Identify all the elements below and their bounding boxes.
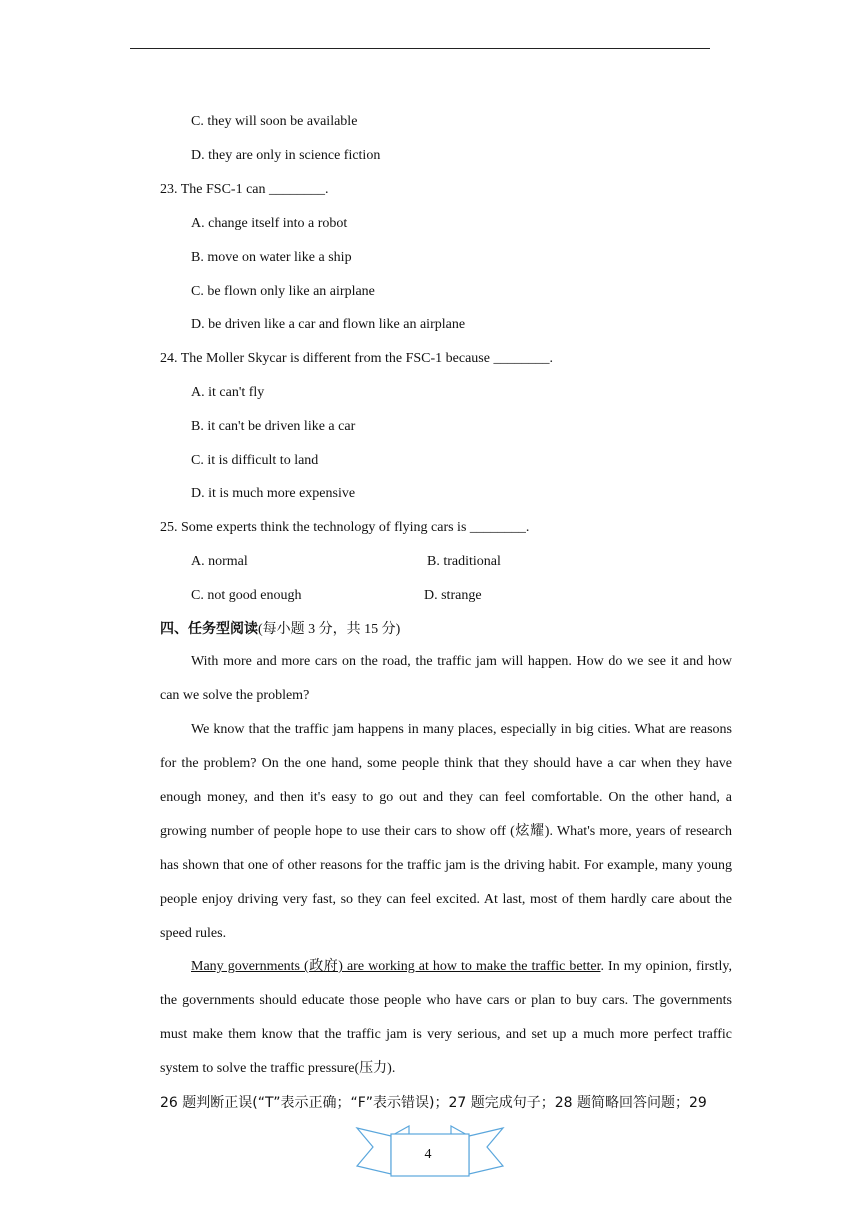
q25-stem: 25. Some experts think the technology of flying cars is ________. xyxy=(160,520,530,535)
section-score: (每小题 3 分，共 15 分) xyxy=(258,622,401,637)
passage-paragraph-1: With more and more cars on the road, the traffic jam will happen. How do we see it and how can we solve the problem? xyxy=(160,654,732,703)
section-title: 四、任务型阅读 xyxy=(160,621,258,637)
question-instructions: 26 题判断正误(“T”表示正确；“F”表示错误)；27 题完成句子；28 题简略回答问题；29 xyxy=(160,1095,707,1111)
q25-option-b: B. traditional xyxy=(427,554,501,569)
q24-option-b: B. it can't be driven like a car xyxy=(191,419,356,434)
underlined-sentence: Many governments (政府) are working at how to make the traffic better xyxy=(191,959,601,974)
q24-stem: 24. The Moller Skycar is different from the FSC-1 because ________. xyxy=(160,351,553,366)
passage-paragraph-2: We know that the traffic jam happens in many places, especially in big cities. What are reasons for the problem? On the one hand, some people think that they should have a car when they have enough money, and then it's easy to go out and they can feel comfortable. On the other hand, a growing number of people hope to use their cars to show off (炫耀). What's more, years of research has shown that one of other reasons for the traffic jam is the driving habit. For example, many young people enjoy driving very fast, so they can feel excited. At last, most of them hardly care about the speed rules. xyxy=(160,722,732,941)
page-number: 4 xyxy=(424,1147,432,1162)
q22-option-d: D. they are only in science fiction xyxy=(191,148,381,163)
q25-option-a: A. normal xyxy=(191,554,248,569)
section-heading xyxy=(160,620,400,639)
passage-paragraph-3 xyxy=(160,950,732,1086)
header-rule xyxy=(130,48,710,49)
q25-option-c: C. not good enough xyxy=(191,588,302,603)
paragraph-3-rest: . In my opinion, firstly, the governments should educate those people who have cars or plan to buy cars. The governments must make them know that the traffic jam is very serious, and set up a much more perfect traffic system to solve the traffic pressure(压力). xyxy=(160,959,732,1076)
q24-option-c: C. it is difficult to land xyxy=(191,453,319,468)
q23-option-d: D. be driven like a car and flown like an airplane xyxy=(191,317,466,332)
q25-option-d: D. strange xyxy=(424,588,482,603)
q23-option-b: B. move on water like a ship xyxy=(191,250,352,265)
q23-option-c: C. be flown only like an airplane xyxy=(191,284,375,299)
q23-stem: 23. The FSC-1 can ________. xyxy=(160,182,329,197)
q22-option-c: C. they will soon be available xyxy=(191,114,358,129)
q23-option-a: A. change itself into a robot xyxy=(191,216,348,231)
q24-option-d: D. it is much more expensive xyxy=(191,486,356,501)
q24-option-a: A. it can't fly xyxy=(191,385,265,400)
